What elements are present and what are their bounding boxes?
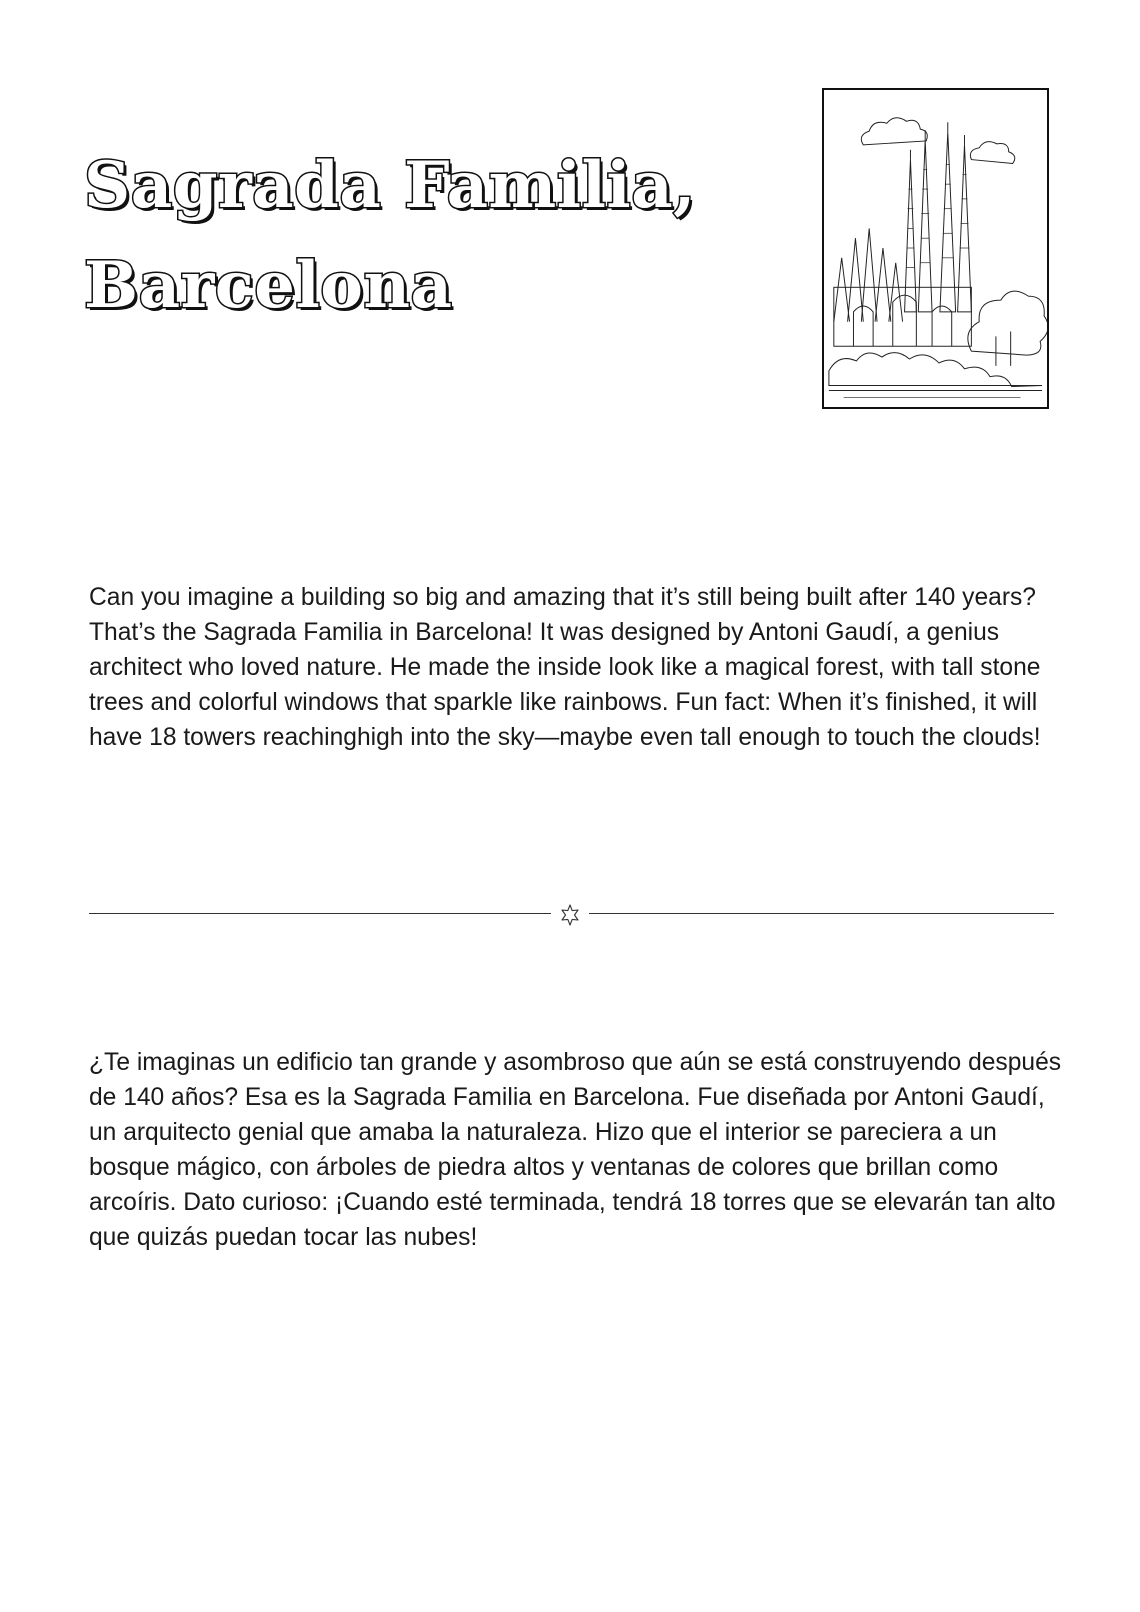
divider-line-left <box>89 913 551 914</box>
title-line-2: Barcelona <box>84 248 453 323</box>
paragraph-english: Can you imagine a building so big and amazing that it’s still being built after 140 years? That’s the Sagrada Familia in Barcelona! It was designed by Antoni Gaudí, a genius architect who loved nature. He made the inside look like a magical forest, with tall stone trees and colorful windows that sparkle like rainbows. Fun fact: When it’s finished, it will have 18 towers reachinghigh into the sky—maybe even tall enough to touch the clouds! <box>89 584 1041 751</box>
sagrada-familia-icon <box>824 90 1047 407</box>
sagrada-familia-illustration <box>822 88 1049 409</box>
page-title <box>84 136 724 336</box>
paragraph-spanish: ¿Te imaginas un edificio tan grande y asombroso que aún se está construyendo después de 140 años? Esa es la Sagrada Familia en Barcelona. Fue diseñada por Antoni Gaudí, un arquitecto genial que amaba la naturaleza. Hizo que el interior se pareciera a un bosque mágico, con árboles de piedra altos y ventanas de colores que brillan como arcoíris. Dato curioso: ¡Cuando esté terminada, tendrá 18 torres que se elevarán tan alto que quizás puedan tocar las nubes! <box>89 1049 1062 1251</box>
title-line-1: Sagrada Familia, <box>84 148 696 223</box>
divider-line-right <box>589 913 1054 914</box>
star-icon <box>558 903 582 927</box>
section-divider <box>89 903 1054 925</box>
